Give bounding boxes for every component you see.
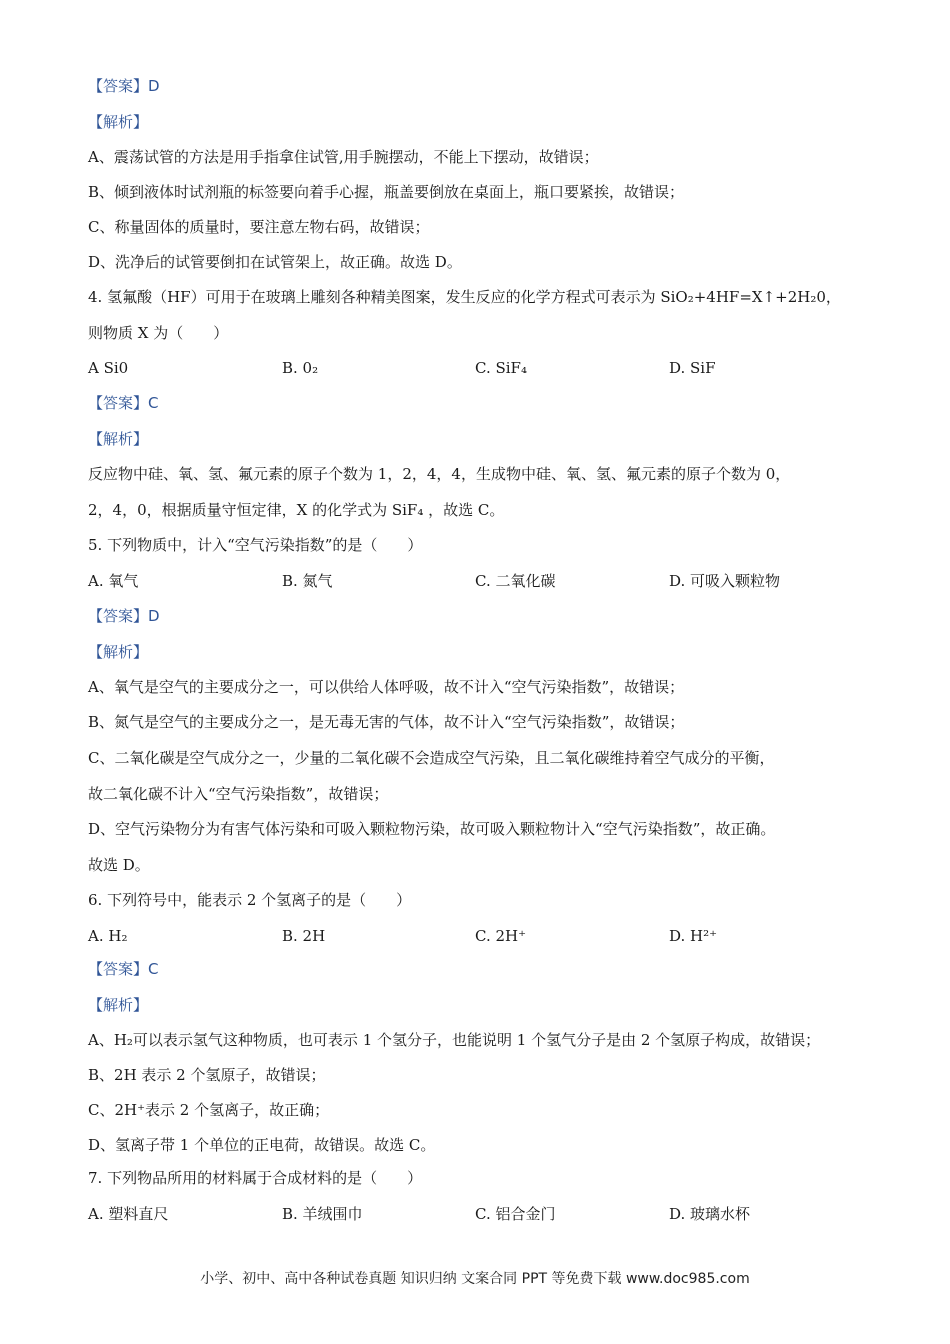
q5-analysis-end: 故选 D。 (88, 856, 150, 874)
q6-analysis-d: D、氢离子带 1 个单位的正电荷，故错误。故选 C。 (88, 1136, 436, 1154)
q4-option-d: D. SiF (669, 359, 716, 377)
q5-option-d: D. 可吸入颗粒物 (669, 572, 781, 590)
q3-analysis-label: 【解析】 (88, 113, 149, 131)
q6-analysis-label: 【解析】 (88, 996, 149, 1014)
q6-option-c: C. 2H⁺ (475, 927, 527, 945)
q5-option-c: C. 二氧化碳 (475, 572, 556, 590)
q3-analysis-c: C、称量固体的质量时，要注意左物右码，故错误； (88, 218, 430, 236)
page-footer: 小学、初中、高中各种试卷真题 知识归纳 文案合同 PPT 等免费下载 www.doc985.com (200, 1271, 750, 1287)
q6-stem: 6. 下列符号中，能表示 2 个氢离子的是（ ） (88, 891, 412, 909)
q4-option-a: A Si0 (88, 359, 129, 377)
q5-analysis-c1: C、二氧化碳是空气成分之一，少量的二氧化碳不会造成空气污染，且二氧化碳维持着空气成分的平衡， (88, 749, 775, 767)
q4-analysis-line1: 反应物中硅、氧、氢、氟元素的原子个数为 1，2，4，4，生成物中硅、氧、氢、氟元素的原子个数为 0， (88, 465, 791, 483)
q4-analysis-label: 【解析】 (88, 430, 149, 448)
q7-option-a: A. 塑料直尺 (88, 1205, 169, 1223)
q7-option-d: D. 玻璃水杯 (669, 1205, 751, 1223)
q5-analysis-a: A、氧气是空气的主要成分之一，可以供给人体呼吸，故不计入“空气污染指数”，故错误； (88, 678, 685, 696)
q5-analysis-c2: 故二氧化碳不计入“空气污染指数”，故错误； (88, 785, 389, 803)
q3-analysis-a: A、震荡试管的方法是用手指拿住试管,用手腕摆动，不能上下摆动，故错误； (88, 148, 599, 166)
q6-option-b: B. 2H (282, 927, 326, 945)
q5-option-b: B. 氮气 (282, 572, 333, 590)
q6-analysis-c: C、2H⁺表示 2 个氢离子，故正确； (88, 1101, 330, 1119)
q3-answer: 【答案】D (88, 77, 160, 95)
q4-option-c: C. SiF₄ (475, 359, 527, 377)
q3-analysis-d: D、洗净后的试管要倒扣在试管架上，故正确。故选 D。 (88, 253, 462, 271)
q3-analysis-b: B、倾到液体时试剂瓶的标签要向着手心握，瓶盖要倒放在桌面上，瓶口要紧挨，故错误； (88, 183, 685, 201)
q5-answer: 【答案】D (88, 607, 160, 625)
q6-answer: 【答案】C (88, 960, 159, 978)
q5-stem: 5. 下列物质中，计入“空气污染指数”的是（ ） (88, 536, 423, 554)
q6-option-d: D. H²⁺ (669, 927, 718, 945)
q7-option-c: C. 铝合金门 (475, 1205, 556, 1223)
q7-stem: 7. 下列物品所用的材料属于合成材料的是（ ） (88, 1169, 423, 1187)
q5-option-a: A. 氧气 (88, 572, 139, 590)
q7-option-b: B. 羊绒围巾 (282, 1205, 363, 1223)
q6-analysis-a: A、H₂可以表示氢气这种物质，也可表示 1 个氢分子，也能说明 1 个氢气分子是由 2 个氢原子构成，故错误； (88, 1031, 821, 1049)
q5-analysis-label: 【解析】 (88, 643, 149, 661)
q4-stem-line2: 则物质 X 为（ ） (88, 324, 229, 342)
q6-analysis-b: B、2H 表示 2 个氢原子，故错误； (88, 1066, 326, 1084)
q5-analysis-d: D、空气污染物分为有害气体污染和可吸入颗粒物污染，故可吸入颗粒物计入“空气污染指数”，故正确。 (88, 820, 776, 838)
q6-option-a: A. H₂ (88, 927, 128, 945)
q4-stem-line1: 4. 氢氟酸（HF）可用于在玻璃上雕刻各种精美图案，发生反应的化学方程式可表示为 SiO₂+4HF=X↑+2H₂0， (88, 288, 841, 306)
q5-analysis-b: B、氮气是空气的主要成分之一，是无毒无害的气体，故不计入“空气污染指数”，故错误； (88, 713, 685, 731)
q4-option-b: B. 0₂ (282, 359, 319, 377)
q4-answer: 【答案】C (88, 394, 159, 412)
q4-analysis-line2: 2，4，0，根据质量守恒定律，X 的化学式为 SiF₄ ，故选 C。 (88, 501, 505, 519)
